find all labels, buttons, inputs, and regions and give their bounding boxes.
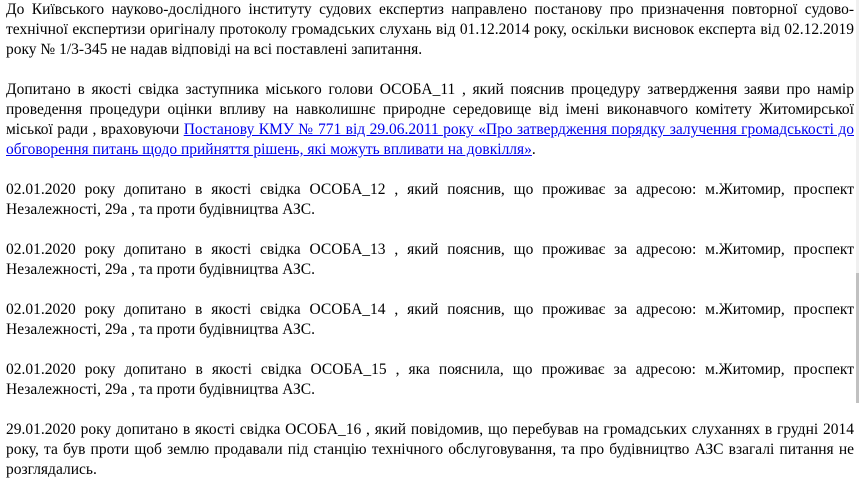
resolution-link[interactable]: Постанову КМУ № 771 від 29.06.2011 року «Про затвердження порядку залучення громадськості до обговорення питань щодо прийняття рішень, які можуть впливати на довкілля»: [6, 121, 854, 158]
paragraph-witness-deputy-mayor: [6, 80, 854, 160]
paragraph-witness-14: 02.01.2020 року допитано в якості свідка ОСОБА_14 , який пояснив, що проживає за адресою: м.Житомир, проспект Незалежності, 29а , та проти будівництва АЗС.: [6, 301, 854, 338]
paragraph-witness-15: 02.01.2020 року допитано в якості свідка ОСОБА_15 , яка пояснила, що проживає за адресою: м.Житомир, проспект Незалежності, 29а , та проти будівництва АЗС.: [6, 361, 854, 398]
paragraph-text-after-link: .: [531, 141, 536, 158]
document-body: [6, 0, 854, 500]
paragraph-text-before-link: Допитано в якості свідка заступника міського голови ОСОБА_11 , який пояснив процедуру затвердження заяви про намір проведення процедури оцінки впливу на навколишнє природне середовище від імені виконавчого комітету Житомирської міської ради , враховуючи: [6, 81, 854, 138]
paragraph-witness-16: 29.01.2020 року допитано в якості свідка ОСОБА_16 , який повідомив, що перебував на громадських слуханнях в грудні 2014 року, та був проти щоб землю продавали під станцію технічного обслуговування, та про будівництво АЗС взагалі питання не розглядались.: [6, 421, 854, 478]
paragraph-witness-12: 02.01.2020 року допитано в якості свідка ОСОБА_12 , який пояснив, що проживає за адресою: м.Житомир, проспект Незалежності, 29а , та проти будівництва АЗС.: [6, 181, 854, 218]
paragraph-witness-13: 02.01.2020 року допитано в якості свідка ОСОБА_13 , який пояснив, що проживає за адресою: м.Житомир, проспект Незалежності, 29а , та проти будівництва АЗС.: [6, 241, 854, 278]
paragraph-expert-examination: До Київського науково-дослідного інституту судових експертиз направлено постанову про призначення повторної судово-технічної експертизи оригіналу протоколу громадських слухань від 01.12.2014 року, оскільки висновок експерта від 02.12.2019 року № 1/3-345 не надав відповіді на всі поставлені запитання.: [6, 1, 854, 58]
